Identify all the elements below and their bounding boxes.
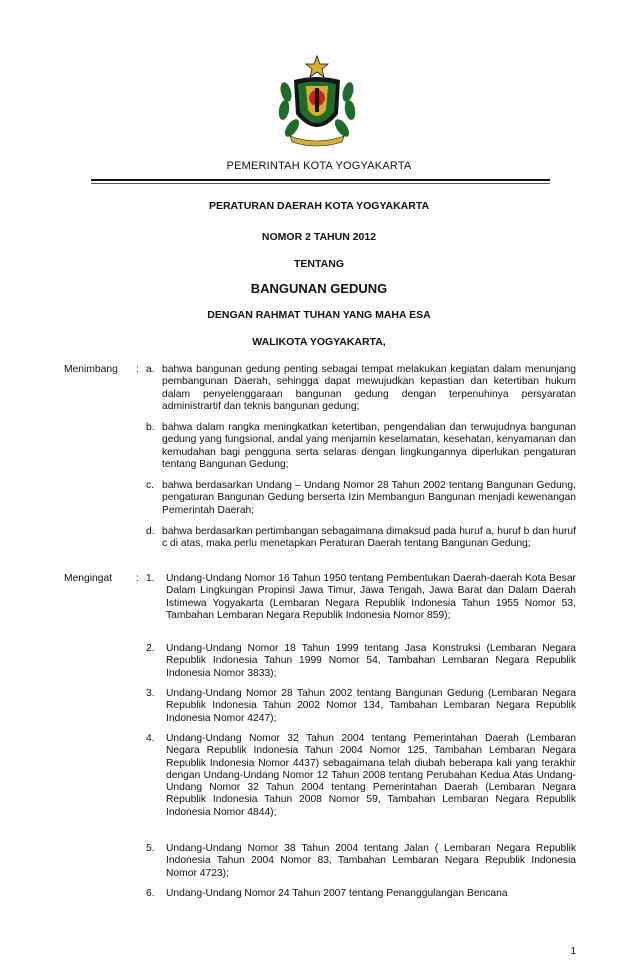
mengingat-label: Mengingat: [64, 573, 113, 584]
item-mark: 1.: [146, 573, 155, 584]
menimbang-label: Menimbang: [64, 364, 118, 375]
item-mark: b.: [146, 422, 155, 433]
government-name: PEMERINTAH KOTA YOGYAKARTA: [226, 160, 412, 172]
item-mark: d.: [146, 526, 155, 537]
mengingat-item: [146, 643, 576, 680]
mengingat-item: [146, 688, 576, 725]
page-number: 1: [570, 946, 576, 957]
item-text: Undang-Undang Nomor 28 Tahun 2002 tentang Bangunan Gedung (Lembaran Negara Republik Indonesia Tahun 2002 Nomor 134, Tambahan Lembaran Negara Republik Indonesia Nomor 4247);: [166, 688, 576, 724]
item-mark: 2.: [146, 643, 155, 654]
menimbang-item: [146, 422, 576, 471]
regulation-number: NOMOR 2 TAHUN 2012: [261, 231, 377, 243]
mengingat-colon: :: [136, 573, 139, 584]
item-mark: c.: [146, 480, 155, 491]
menimbang-colon: :: [136, 364, 139, 375]
regulation-subject: BANGUNAN GEDUNG: [250, 281, 388, 296]
item-text: Undang-Undang Nomor 38 Tahun 2004 tentang Jalan ( Lembaran Negara Republik Indonesia Tahun 2004 Nomor 83, Tambahan Lembaran Negara Republik Indonesia Nomor 4723);: [166, 843, 576, 879]
header-rule: [91, 179, 550, 181]
item-text: bahwa berdasarkan pertimbangan sebagaimana dimaksud pada huruf a, huruf b dan huruf c di atas, maka perlu menetapkan Peraturan Daerah tentang Bangunan Gedung;: [162, 526, 576, 550]
regulation-about: TENTANG: [294, 258, 344, 270]
item-text: bahwa bangunan gedung penting sebagai tempat melakukan kegiatan dalam menunjang pembangunan Daerah, sehingga dapat mewujudkan kepastian dan ketertiban hukum dalam penyelenggaraan bangunan gedung dengan terpenuhinya persyaratan administrartif dan teknis bangunan gedung;: [162, 364, 576, 412]
item-mark: 4.: [146, 733, 155, 744]
item-mark: 3.: [146, 688, 155, 699]
mayor-line: WALIKOTA YOGYAKARTA,: [252, 336, 386, 348]
mengingat-item: [146, 843, 576, 880]
mengingat-item: [146, 573, 576, 622]
item-text: Undang-Undang Nomor 18 Tahun 1999 tentang Jasa Konstruksi (Lembaran Negara Republik Indonesia Tahun 1999 Nomor 54, Tambahan Lembaran Negara Republik Indonesia Nomor 3833);: [166, 643, 576, 679]
header-rule-thin: [91, 183, 550, 184]
item-text: bahwa dalam rangka meningkatkan ketertiban, pengendalian dan terwujudnya bangunan gedung yang fungsional, andal yang menjamin keselamatan, kesehatan, kenyamanan dan kemudahan bagi pengguna serta selaras dengan lingkungannya diperlukan pengaturan tentang Bangunan Gedung;: [162, 422, 576, 470]
item-mark: 6.: [146, 888, 155, 899]
mengingat-item: [146, 733, 576, 819]
menimbang-item: [146, 526, 576, 551]
menimbang-item: [146, 364, 576, 413]
mengingat-item: [146, 888, 576, 900]
regulation-title: PERATURAN DAERAH KOTA YOGYAKARTA: [208, 200, 430, 212]
item-text: Undang-Undang Nomor 16 Tahun 1950 tentang Pembentukan Daerah-daerah Kota Besar Dalam Lingkungan Propinsi Jawa Timur, Jawa Tengah, Jawa Barat dan Dalam Daerah Istimewa Yogyakarta (Lembaran Negara Republik Indonesia Tahun 1955 Nomor 53, Tambahan Lembaran Negara Republik Indonesia Nomor 859);: [166, 573, 576, 621]
city-emblem-icon: [276, 52, 358, 148]
item-mark: 5.: [146, 843, 155, 854]
menimbang-item: [146, 480, 576, 517]
item-text: Undang-Undang Nomor 32 Tahun 2004 tentang Pemerintahan Daerah (Lembaran Negara Republik Indonesia Tahun 2004 Nomor 125, Tambahan Lembaran Negara Republik Indonesia Nomor 4437) sebagaimana telah diubah beberapa kali yang terakhir dengan Undang-Undang Nomor 12 Tahun 2008 tentang Perubahan Kedua Atas Undang-Undang Nomor 32 Tahun 2004 tentang Pemerintahan Daerah (Lembaran Negara Republik Indonesia Tahun 2008 Nomor 59, Tambahan Lembaran Negara Republik Indonesia Nomor 4844);: [166, 733, 576, 818]
item-mark: a.: [146, 364, 155, 375]
item-text: bahwa berdasarkan Undang – Undang Nomor 28 Tahun 2002 tentang Bangunan Gedung, pengaturan Bangunan Gedung berserta Izin Membangun Bangunan menjadi kewenangan Pemerintah Daerah;: [162, 480, 576, 516]
blessing-line: DENGAN RAHMAT TUHAN YANG MAHA ESA: [207, 309, 431, 321]
item-text: Undang-Undang Nomor 24 Tahun 2007 tentang Penanggulangan Bencana: [166, 888, 508, 899]
